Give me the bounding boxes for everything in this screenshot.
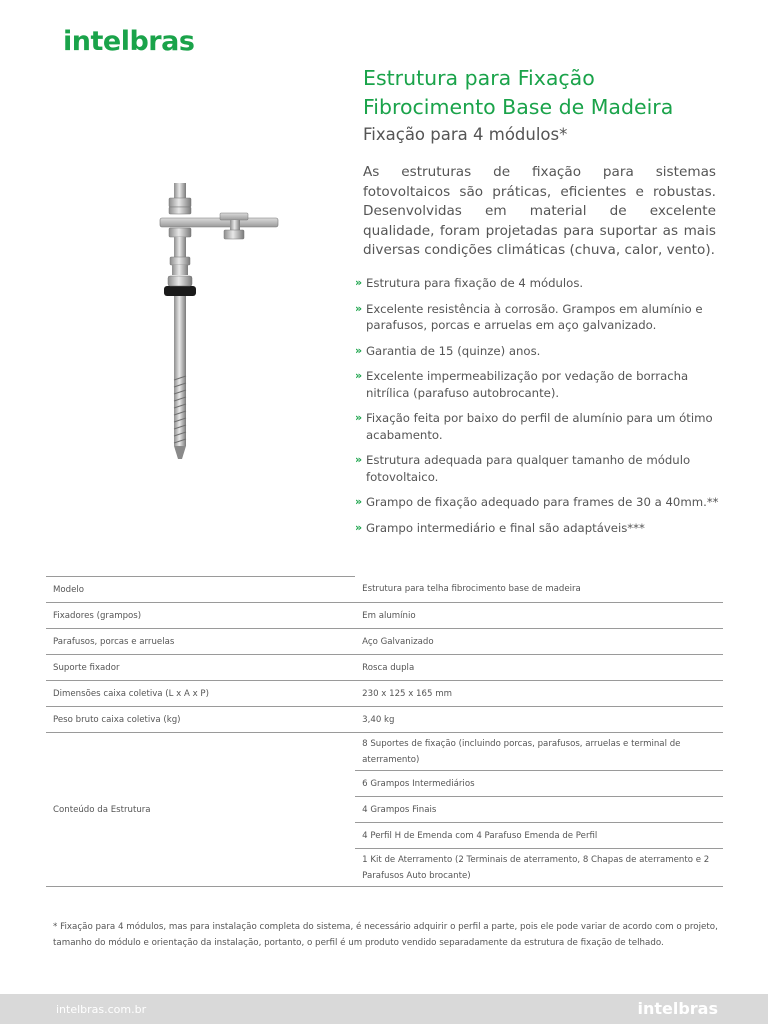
feature-item: » Grampo de fixação adequado para frames de 30 a 40mm.** [355,495,719,509]
feature-item: » Excelente resistência à corrosão. Grampos em alumínio e parafusos, porcas e arruelas em aço galvanizado. [355,301,703,332]
spec-value: 4 Grampos Finais [355,797,723,823]
table-row [46,629,723,655]
footer-bar [0,994,768,1024]
spec-label: Suporte fixador [46,655,355,681]
feature-item: » Excelente impermeabilização por vedação de borracha nitrílica (parafuso autobrocante). [355,369,689,400]
feature-item: » Fixação feita por baixo do perfil de alumínio para um ótimo acabamento. [355,411,713,442]
product-subtitle: Fixação para 4 módulos* [363,125,568,144]
feature-item: » Grampo intermediário e final são adaptáveis*** [355,520,645,535]
bullet-icon: » [355,411,363,424]
spec-label: Peso bruto caixa coletiva (kg) [46,707,355,733]
spec-value: 230 x 125 x 165 mm [355,681,723,707]
spec-value: 1 Kit de Aterramento (2 Terminais de aterramento, 8 Chapas de aterramento e 2 Parafusos Auto brocante) [355,849,723,887]
bullet-icon: » [355,453,363,466]
footer-url[interactable]: intelbras.com.br [56,1003,147,1016]
spec-value: Em alumínio [355,603,723,629]
product-title-block [363,64,743,147]
table-row [46,577,723,603]
bullet-icon: » [355,369,363,382]
bullet-icon: » [355,276,363,289]
bullet-icon: » [355,520,363,534]
feature-item: » Estrutura adequada para qualquer tamanho de módulo fotovoltaico. [355,453,691,484]
spec-label: Parafusos, porcas e arruelas [46,629,355,655]
table-row [46,733,723,771]
feature-list [355,275,725,536]
spec-value: Estrutura para telha fibrocimento base de madeira [355,577,723,603]
bullet-icon: » [355,343,363,357]
product-title-line-1: Estrutura para Fixação [363,66,595,90]
spec-value: 8 Suportes de fixação (incluindo porcas, parafusos, arruelas e terminal de aterramento) [355,733,723,771]
spec-label: Fixadores (grampos) [46,603,355,629]
table-row [46,603,723,629]
table-row [46,655,723,681]
product-image [150,180,290,465]
spec-label: Dimensões caixa coletiva (L x A x P) [46,681,355,707]
bullet-icon: » [355,301,363,315]
spec-label: Modelo [46,577,355,603]
footer-logo: intelbras [637,999,718,1018]
table-row [46,681,723,707]
spec-value: 6 Grampos Intermediários [355,771,723,797]
brand-logo: intelbras [63,26,195,57]
spec-value: 3,40 kg [355,707,723,733]
spec-value: 4 Perfil H de Emenda com 4 Parafuso Emenda de Perfil [355,823,723,849]
spec-value: Aço Galvanizado [355,629,723,655]
spec-label: Conteúdo da Estrutura [46,733,355,887]
spec-table [46,576,723,887]
feature-item: » Estrutura para fixação de 4 módulos. [355,276,584,290]
feature-item: » Garantia de 15 (quinze) anos. [355,343,541,358]
footnote: * Fixação para 4 módulos, mas para instalação completa do sistema, é necessário adquirir o perfil a parte, pois ele pode variar de acordo com o projeto, tamanho do módulo e orientação da instalação, portanto, o perfil é um produto vendido separadamente da estrutura de fixação de telhado. [53,922,718,948]
product-intro: As estruturas de fixação para sistemas fotovoltaicos são práticas, eficientes e robustas. Desenvolvidas em material de excelente qualidade, foram projetadas para suportar as mais diversas condições climáticas (chuva, calor, vento). [363,164,716,258]
table-row [46,707,723,733]
product-title-line-2: Fibrocimento Base de Madeira [363,95,674,119]
spec-value: Rosca dupla [355,655,723,681]
bullet-icon: » [355,495,363,508]
